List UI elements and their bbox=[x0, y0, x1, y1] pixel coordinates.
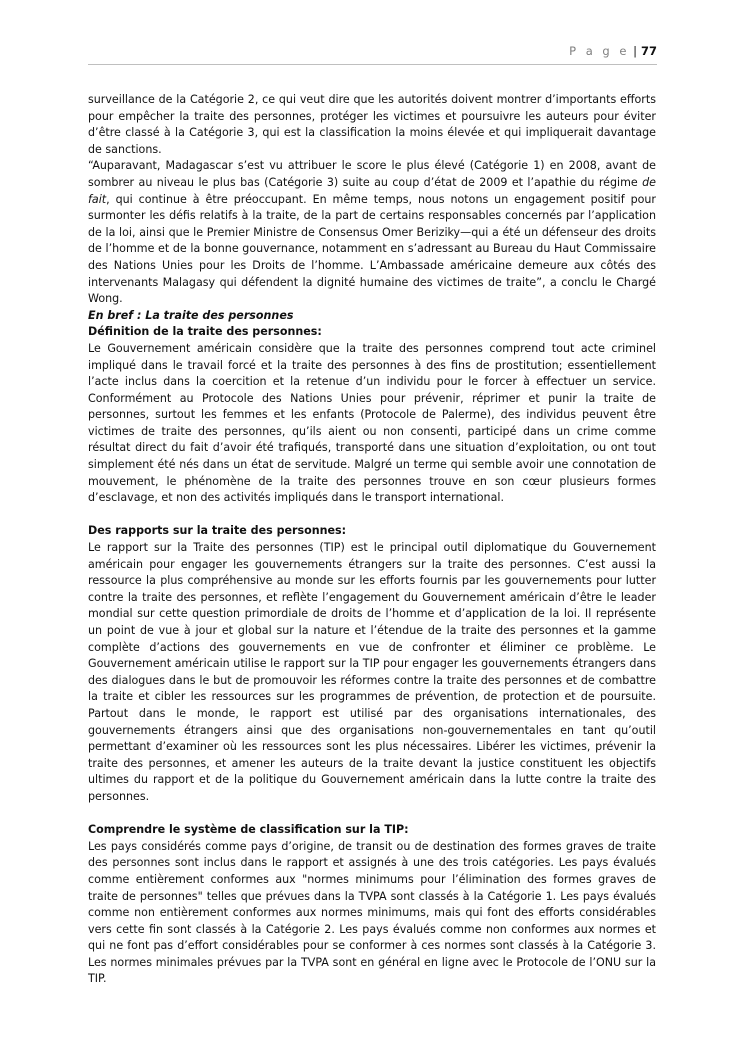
spacer bbox=[88, 507, 656, 524]
paragraph-surveillance: surveillance de la Catégorie 2, ce qui veut dire que les autorités doivent montrer d’importants efforts pour empêcher la traite des personnes, protéger les victimes et poursuivre les auteurs pour éviter d’être classé à la Catégorie 3, qui est la classification la moins élevée et qui impliquerait davantage de sanctions. bbox=[88, 93, 656, 156]
paragraph-reports: Le rapport sur la Traite des personnes (TIP) est le principal outil diplomatique du Gouvernement américain pour engager les gouvernements étrangers sur la traite des personnes. C’est aussi la ressource la plus compréhensive au monde sur les efforts fournis par les gouvernements pour lutter contre la traite des personnes, et reflète l’engagement du Gouvernement américain d’être le leader mondial sur cette question primordiale de droits de l’homme et d’application de la loi. Il représente un point de vue à jour et global sur la nature et l’étendue de la traite des personnes et la gamme complète d’actions des gouvernements en vue de confronter et éliminer ce problème. Le Gouvernement américain utilise le rapport sur la TIP pour engager les gouvernements étrangers dans des dialogues dans le but de promouvoir les réformes contre la traite des personnes et de combattre la traite et cibler les ressources sur les programmes de prévention, de protection et de poursuite. Partout dans le monde, le rapport est utilisé par des organisations internationales, des gouvernements étrangers ainsi que des organisations non-gouvernementales en tant qu’outil permettant d’examiner où les ressources sont les plus nécessaires. Libérer les victimes, prévenir la traite des personnes, et amener les auteurs de la traite devant la justice constituent les objectifs ultimes du rapport et de la politique du Gouvernement américain dans la lutte contre la traite des personnes. bbox=[88, 541, 656, 803]
spacer bbox=[88, 806, 656, 823]
heading-definition: Définition de la traite des personnes: bbox=[88, 325, 322, 339]
heading-brief: En bref : La traite des personnes bbox=[88, 308, 294, 322]
page-number: 77 bbox=[640, 44, 657, 58]
quote-part-1: “Auparavant, Madagascar s’est vu attribuer le score le plus élevé (Catégorie 1) en 2008, avant de sombrer au niveau le plus bas (Catégorie 3) suite au coup d’état de 2009 et l’apathie du régime bbox=[88, 159, 656, 189]
heading-classification: Comprendre le système de classification sur la TIP: bbox=[88, 823, 409, 837]
page-header bbox=[88, 44, 657, 65]
header-separator: | bbox=[633, 44, 637, 58]
paragraph-quote bbox=[88, 158, 656, 307]
quote-italic-term: de fait bbox=[88, 175, 656, 206]
page-label: P a g e bbox=[569, 44, 630, 58]
paragraph-classification: Les pays considérés comme pays d’origine, de transit ou de destination des formes graves de traite des personnes sont inclus dans le rapport et assignés à une des trois catégories. Les pays évalués comme entièrement conformes aux "normes minimums pour l’élimination des formes graves de traite de personnes" telles que prévues dans la TVPA sont classés à la Catégorie 1. Les pays évalués comme non entièrement conformes aux normes minimums, mais qui font des efforts considérables vers cette fin sont classés à la Catégorie 2. Les pays évalués comme non conformes aux normes et qui ne font pas d’effort considérables pour se conformer à ces normes sont classés à la Catégorie 3. Les normes minimales prévues par la TVPA sont en général en ligne avec le Protocole de l’ONU sur la TIP. bbox=[88, 839, 656, 986]
heading-reports: Des rapports sur la traite des personnes: bbox=[88, 524, 347, 538]
document-body bbox=[88, 92, 656, 988]
quote-part-2: , qui continue à être préoccupant. En même temps, nous notons un engagement positif pour surmonter les défis relatifs à la traite, de la part de certains responsables concernés par l’application de la loi, ainsi que le Premier Ministre de Consensus Omer Beriziky—qui a été un défenseur des droits de l’homme et de la bonne gouvernance, notamment en s’adressant au Bureau du Haut Commissaire des Nations Unies pour les Droits de l’homme. L’Ambassade américaine demeure aux côtés des intervenants Malagasy qui défendent la dignité humaine des victimes de traite”, a conclu le Chargé Wong. bbox=[88, 192, 656, 306]
paragraph-definition: Le Gouvernement américain considère que la traite des personnes comprend tout acte criminel impliqué dans le travail forcé et la traite des personnes à des fins de prostitution; essentiellement l’acte inclus dans la coercition et la retenue d’un individu pour le forcer à effectuer un service. Conformément au Protocole des Nations Unies pour prévenir, réprimer et punir la traite de personnes, surtout les femmes et les enfants (Protocole de Palerme), des individus peuvent être victimes de traite des personnes, qu’ils aient ou non consenti, participé dans un crime comme résultat direct du fait d’avoir été trafiqués, transporté dans une situation d’exploitation, ou ont tout simplement été nés dans un état de servitude. Malgré un terme qui semble avoir une connotation de mouvement, le phénomène de la traite des personnes trouve en son cœur plusieurs formes d’esclavage, et non des activités impliqués dans le transport international. bbox=[88, 341, 656, 505]
